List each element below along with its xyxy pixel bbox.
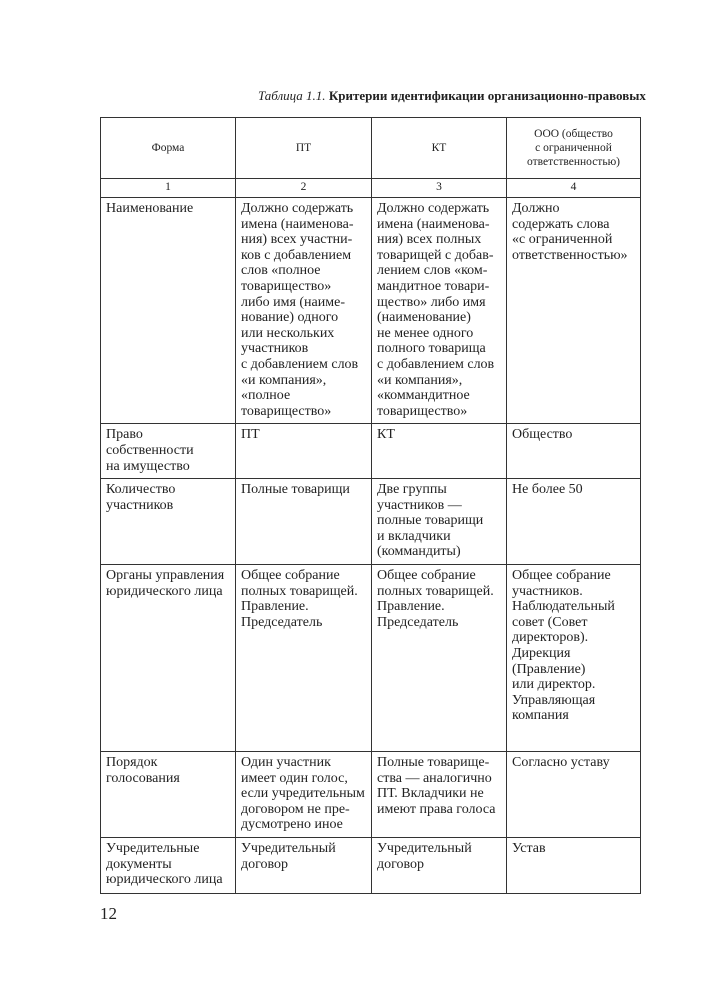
table-cell: Устав (507, 838, 641, 894)
table-row (101, 752, 641, 838)
table-cell: Количество участников (101, 479, 236, 565)
table-row (101, 198, 641, 424)
table-cell: Не более 50 (507, 479, 641, 565)
table-cell: Учредительный договор (236, 838, 372, 894)
table-cell: Общество (507, 424, 641, 479)
table-row (101, 479, 641, 565)
table-caption (258, 88, 701, 104)
table-cell: КТ (372, 424, 507, 479)
header-cell: ПТ (236, 118, 372, 179)
table-cell: Полные товарище- ства — аналогично ПТ. Вкладчики не имеют права голоса (372, 752, 507, 838)
table-caption-title: Критерии идентификации организационно-правовых (328, 88, 646, 103)
table-cell: Полные товарищи (236, 479, 372, 565)
page-number: 12 (100, 904, 117, 923)
header-cell: ООО (общество с ограниченной ответственностью) (507, 118, 641, 179)
table-cell: Должно содержать слова «с ограниченной ответственностью» (507, 198, 641, 424)
table-cell: Наименование (101, 198, 236, 424)
table-cell: Согласно уставу (507, 752, 641, 838)
header-cell: Форма (101, 118, 236, 179)
table-cell: Должно содержать имена (наименова- ния) всех участни- ков с добавлением слов «полное товарищество» либо имя (наиме- нование) одного или нескольких участников с добавлением слов «и компания», «полное товарищество» (236, 198, 372, 424)
table-row (101, 424, 641, 479)
table-cell: Должно содержать имена (наименова- ния) всех полных товарищей с добав- лением слов «ком- мандитное товари- щество» либо имя (наименование) не менее одного полного товарища с добавлением слов «и компания», «коммандитное товарищество» (372, 198, 507, 424)
column-number-row (101, 179, 641, 198)
table-row (101, 838, 641, 894)
table-cell: Общее собрание полных товарищей. Правление. Председатель (372, 565, 507, 752)
table-cell: Общее собрание полных товарищей. Правление. Председатель (236, 565, 372, 752)
table-cell: Учредительные документы юридического лица (101, 838, 236, 894)
header-cell: КТ (372, 118, 507, 179)
column-number: 4 (507, 179, 641, 198)
column-number: 3 (372, 179, 507, 198)
table-cell: Право собственности на имущество (101, 424, 236, 479)
column-number: 1 (101, 179, 236, 198)
table-header-row (101, 118, 641, 179)
table-cell: ПТ (236, 424, 372, 479)
criteria-table (100, 117, 641, 894)
table-cell: Две группы участников — полные товарищи и вкладчики (коммандиты) (372, 479, 507, 565)
table-cell: Порядок голосования (101, 752, 236, 838)
table-cell: Один участник имеет один голос, если учредительным договором не пре- дусмотрено иное (236, 752, 372, 838)
table-cell: Учредительный договор (372, 838, 507, 894)
table-row (101, 565, 641, 752)
table-cell: Органы управления юридического лица (101, 565, 236, 752)
column-number: 2 (236, 179, 372, 198)
table-caption-label: Таблица 1.1. (258, 88, 326, 103)
table-cell: Общее собрание участников. Наблюдательный совет (Совет директоров). Дирекция (Правление) или директор. Управляющая компания (507, 565, 641, 752)
